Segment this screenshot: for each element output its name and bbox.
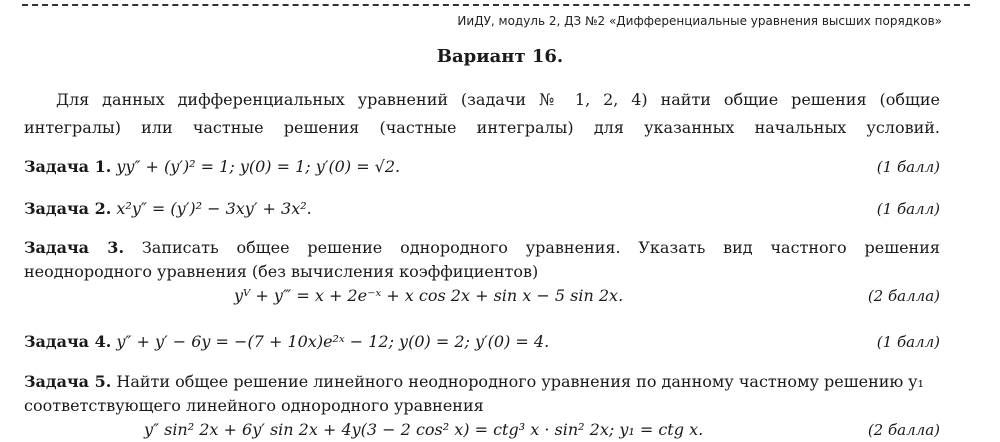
task-5 xyxy=(24,370,940,442)
page-header: ИиДУ, модуль 2, ДЗ №2 «Дифференциальные уравнения высших порядков» xyxy=(457,14,942,28)
task-label: Задача 4. xyxy=(24,332,112,351)
task-formula-line xyxy=(24,284,940,308)
task-equation: yy″ + (y′)² = 1; y(0) = 1; y′(0) = √2. xyxy=(116,157,401,176)
task-formula-line xyxy=(24,418,940,442)
task-label: Задача 2. xyxy=(24,199,112,218)
task-score: (1 балл) xyxy=(876,158,940,176)
task-equation: x²y″ = (y′)² − 3xy′ + 3x². xyxy=(116,199,312,218)
task-2 xyxy=(24,197,940,221)
task-text: Найти общее решение линейного неоднородного уравнения по данному частному решению y₁ соответствующего линейного однородного уравнения xyxy=(24,372,924,415)
task-score: (1 балл) xyxy=(876,333,940,351)
task-text: Записать общее решение однородного уравнения. Указать вид частного решения неоднородного уравнения (без вычисления коэффициентов) xyxy=(24,238,940,281)
task-label: Задача 5. xyxy=(24,372,112,391)
task-1 xyxy=(24,155,940,179)
intro-paragraph: Для данных дифференциальных уравнений (задачи № 1, 2, 4) найти общие решения (общие интегралы) или частные решения (частные интегралы) для указанных начальных условий. xyxy=(24,90,940,137)
task-4 xyxy=(24,330,940,354)
task-equation: y″ sin² 2x + 6y′ sin 2x + 4y(3 − 2 cos² x) = ctg³ x · sin² 2x; y₁ = ctg x. xyxy=(144,420,704,439)
dashed-separator xyxy=(22,4,970,6)
task-equation: y″ + y′ − 6y = −(7 + 10x)e²ˣ − 12; y(0) = 2; y′(0) = 4. xyxy=(116,332,550,351)
task-score: (2 балла) xyxy=(867,287,940,305)
task-3 xyxy=(24,236,940,308)
variant-title: Вариант 16. xyxy=(436,46,564,67)
task-equation: yⱽ + y‴ = x + 2e⁻ˣ + x cos 2x + sin x − 5 sin 2x. xyxy=(234,286,624,305)
task-label: Задача 1. xyxy=(24,157,112,176)
task-score: (1 балл) xyxy=(876,200,940,218)
task-label: Задача 3. xyxy=(24,238,125,257)
task-score: (2 балла) xyxy=(867,421,940,439)
